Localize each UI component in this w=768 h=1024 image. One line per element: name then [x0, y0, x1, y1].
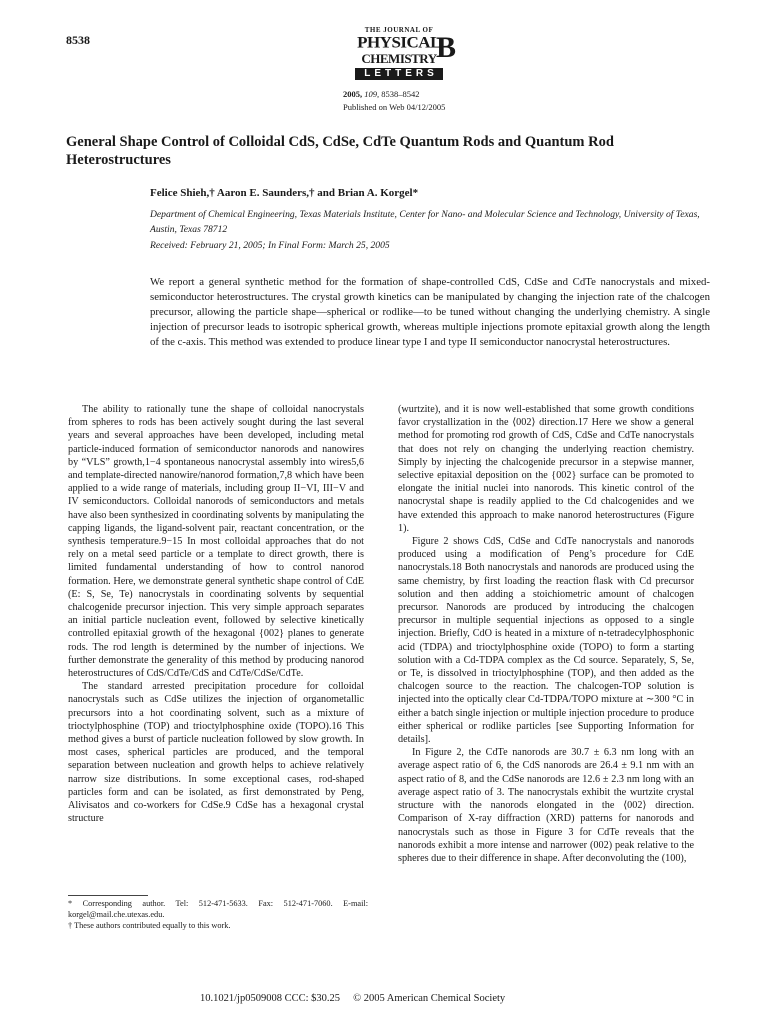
page-number: 8538 [66, 33, 90, 47]
authors: Felice Shieh,† Aaron E. Saunders,† and Brian A. Korgel* [150, 187, 419, 199]
citation-pages: 8538–8542 [379, 89, 420, 99]
received-dates: Received: February 21, 2005; In Final Form: March 25, 2005 [150, 240, 390, 251]
paragraph: The standard arrested precipitation procedure for colloidal nanocrystals such as CdSe utilizes the injection of organometallic precursors into a hot coordinating solvent, such as a mixture of trioctylphosphine (TOP) and trioctylphosphine oxide (TOPO).16 This method gives a burst of particle nucleation followed by slow growth. In most cases, spherical particles are produced, and the temporal separation between nucleation and growth helps to achieve relatively narrow size distributions. In some exceptional cases, rod-shaped particles form and can be isolated, as first demonstrated by Peng, Alivisatos and co-workers for CdSe.9 CdSe has a hexagonal crystal structure [68, 681, 364, 825]
body-column-right [398, 403, 694, 865]
abstract: We report a general synthetic method for the formation of shape-controlled CdS, CdSe and CdTe nanocrystals and mixed-semiconductor heterostructures. The crystal growth kinetics can be manipulated by changing the injection rate of the chalcogen precursor, allowing the particle shape—spherical or rodlike—to be tuned without changing the underlying chemistry. A single injection of precursor leads to isotropic spherical growth, whereas multiple injections promote epitaxial growth along the length of the c-axis. This method was extended to produce linear type I and type II semiconductor nanocrystal heterostructures. [150, 276, 710, 348]
affiliation: Department of Chemical Engineering, Texas Materials Institute, Center for Nano- and Molecular Science and Technology, University of Texas, Austin, Texas 78712 [150, 209, 700, 235]
paragraph: The ability to rationally tune the shape of colloidal nanocrystals from spheres to rods has been actively sought during the last several years and several approaches have been developed, including metal particle-induced formation of semiconductor nanorods and nanowires by “VLS” growth,1−4 spontaneous nanocrystal assembly into wires5,6 and template-directed nanowire/nanorod formation,7,8 which have been applied to a wide range of materials, including group II−VI, III−V and IV semiconductors. Colloidal nanorods of semiconductors and metals have also been synthesized in coordinating solvents by manipulating the capping ligands, the ligand-solvent pair, reactant concentration, or the synthesis temperature.9−15 In most colloidal approaches that do not rely on a metal seed particle or a template to direct growth, there is limited fundamental understanding of how to control nanorod formation. Here, we demonstrate general synthetic shape control of CdE (E: S, Se, Te) nanocrystals in coordinating solvents by sequential chalcogenide precursor injection. This very simple approach separates an initial particle nucleation event, followed by selective kinetically controlled epitaxial growth of the hexagonal {002} planes to generate rods. The rod length is determined by the number of injections. We further demonstrate the generality of this method by producing nanorod heterostructures of CdS/CdTe/CdS and CdTe/CdSe/CdTe. [68, 404, 364, 680]
footnote-corresponding: * Corresponding author. Tel: 512-471-5633. Fax: 512-471-7060. E-mail: korgel@mail.che.utexas.edu. [68, 899, 368, 919]
body-column-left [68, 403, 364, 826]
page-footer [200, 993, 505, 1004]
logo-letters: LETTERS [355, 68, 443, 80]
logo-the-journal-of: THE JOURNAL OF [364, 26, 434, 34]
paragraph: (wurtzite), and it is now well-established that some growth conditions favor crystallization in the ⟨002⟩ direction.17 Here we show a general method for promoting rod growth of CdS, CdSe and CdTe nanocrystals that does not rely on changing the underlying reaction chemistry. Simply by injecting the chalcogenide precursor in a stepwise manner, selective epitaxial deposition on the {002} surface can be promoted to elongate the initial nuclei into nanorods. This kinetic control of the nanocrystal shape is readily applied to the Cd chalcogenides and we have extended this approach to make nanorod heterostructures (Figure 1). [398, 404, 694, 534]
footnote-equal-contribution: † These authors contributed equally to this work. [68, 921, 231, 930]
journal-logo [336, 27, 462, 80]
article-title: General Shape Control of Colloidal CdS, CdSe, CdTe Quantum Rods and Quantum Rod Heterostructures [66, 134, 614, 168]
doi-ccc: 10.1021/jp0509008 CCC: $30.25 [200, 993, 341, 1004]
citation-year: 2005, [343, 89, 363, 99]
paragraph: Figure 2 shows CdS, CdSe and CdTe nanocrystals and nanorods produced using a modification of Peng’s procedure for CdE nanocrystals.18 Both nanocrystals and nanorods are produced using the same chemistry, by first loading the reaction flask with Cd precursor solution and then adding a stoichiometric amount of chalcogen precursor. Nanorods are produced by introducing the chalcogen precursor in multiple sequential injections as opposed to a single injection. Briefly, CdO is heated in a mixture of n-tetradecylphosphonic acid (TDPA) and trioctylphosphine oxide (TOPO) to form a starting solution with a Cd-TDPA complex as the Cd source. Separately, S, Se, or Te, is dissolved in trioctylphosphine (TOP), and then added as the chalcogen source to the reaction. The chalcogen-TOP solution is injected into the optically clear Cd-TDPA/TOPO mixture at ∼300 °C in either a batch single injection or multiple injection procedure to produce either spherical or rodlike particles [see Supporting Information for details]. [398, 536, 694, 746]
citation-block [343, 88, 445, 114]
copyright: © 2005 American Chemical Society [353, 993, 506, 1004]
paragraph: In Figure 2, the CdTe nanorods are 30.7 ± 6.3 nm long with an average aspect ratio of 6, the CdS nanorods are 26.4 ± 9.1 nm with an aspect ratio of 8, and the CdSe nanorods are 12.6 ± 2.3 nm long with an average aspect ratio of 3. The nanocrystals exhibit the wurtzite crystal structure with the nanorods elongated in the ⟨002⟩ direction. Comparison of X-ray diffraction (XRD) patterns for nanorods and nanocrystals such as those in Figure 3 for CdTe reveals that the nanorods exhibit a more intense and narrower (002) peak relative to the spheres due to their difference in shape. After deconvoluting the (100), [398, 747, 694, 864]
logo-b: B [435, 31, 456, 64]
published-date: Published on Web 04/12/2005 [343, 102, 446, 112]
footnote-rule [68, 895, 148, 896]
logo-chemistry: CHEMISTRY [361, 51, 437, 66]
logo-physical: PHYSICAL [357, 33, 441, 52]
citation-volume: 109, [362, 89, 380, 99]
footnotes [68, 895, 368, 931]
